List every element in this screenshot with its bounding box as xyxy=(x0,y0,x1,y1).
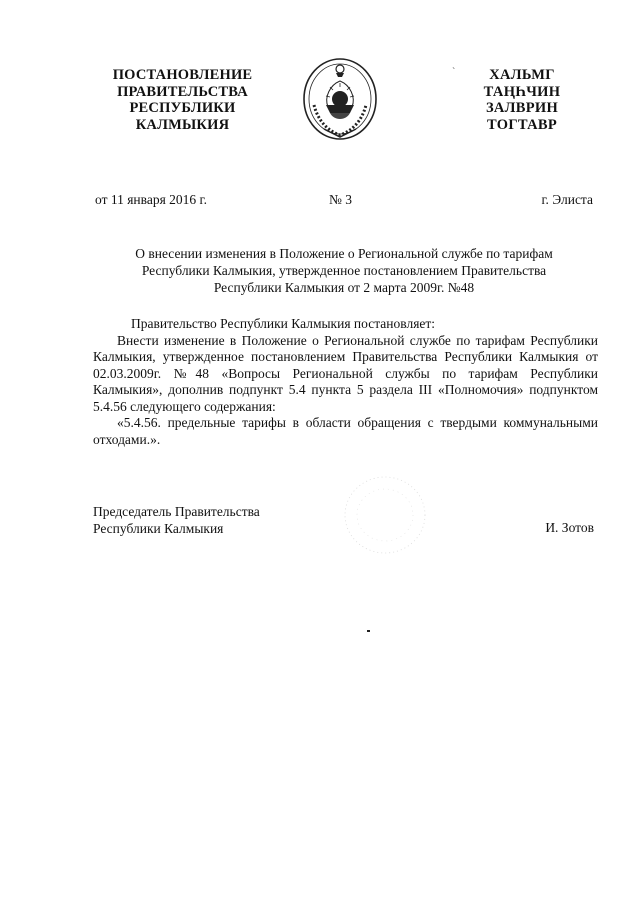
document-body xyxy=(93,316,598,448)
header-right-line: ЗАЛВРИН xyxy=(485,100,559,116)
header-left-line: РЕСПУБЛИКИ xyxy=(129,100,236,116)
body-paragraph-1: Внести изменение в Положение о Региональной службе по тарифам Республики Калмыкия, утвержденное постановлением Правительства Республики Калмыкия от 02.03.2009г. №48 «Вопросы Региональной службы по тарифам Республики Калмыкия», дополнив подпункт 5.4 пункта 5 раздела III «Полномочия» подпунктом 5.4.56 следующего содержания: xyxy=(93,332,598,414)
header-left-line: ПОСТАНОВЛЕНИЕ xyxy=(112,67,253,83)
header-tick-mark: ` xyxy=(452,67,456,78)
header-right-line: ТОГТАВР xyxy=(486,116,558,133)
title-line: Республики Калмыкия, утвержденное постановлением Правительства xyxy=(141,263,547,278)
signature-position xyxy=(93,503,260,537)
signature-position-line: Председатель Правительства xyxy=(93,504,260,519)
body-intro: Правительство Республики Калмыкия постановляет: xyxy=(131,316,436,331)
header-left-title xyxy=(95,67,270,133)
stray-mark xyxy=(367,630,370,632)
header-left-line: ПРАВИТЕЛЬСТВА xyxy=(117,83,248,100)
header-right-title xyxy=(462,67,582,133)
coat-of-arms-emblem-icon xyxy=(300,55,380,145)
header-right-line: ТАҢҺЧИН xyxy=(483,83,561,100)
body-paragraph-2: «5.4.56. предельные тарифы в области обращения с твердыми коммунальными отходами.». xyxy=(93,415,598,447)
title-line: О внесении изменения в Положение о Региональной службе по тарифам xyxy=(135,246,553,261)
document-number: № 3 xyxy=(329,192,353,207)
header-right-line: ХАЛЬМГ xyxy=(489,67,555,83)
header-left-line: КАЛМЫКИЯ xyxy=(135,116,230,133)
signature-position-line: Республики Калмыкия xyxy=(93,521,224,536)
document-city: г. Элиста xyxy=(541,192,593,207)
faint-stamp-mark xyxy=(330,470,450,570)
signature-name: И. Зотов xyxy=(545,520,594,535)
document-title xyxy=(95,245,593,296)
title-line: Республики Калмыкия от 2 марта 2009г. №48 xyxy=(213,280,475,295)
document-date: от 11 января 2016 г. xyxy=(95,192,207,207)
